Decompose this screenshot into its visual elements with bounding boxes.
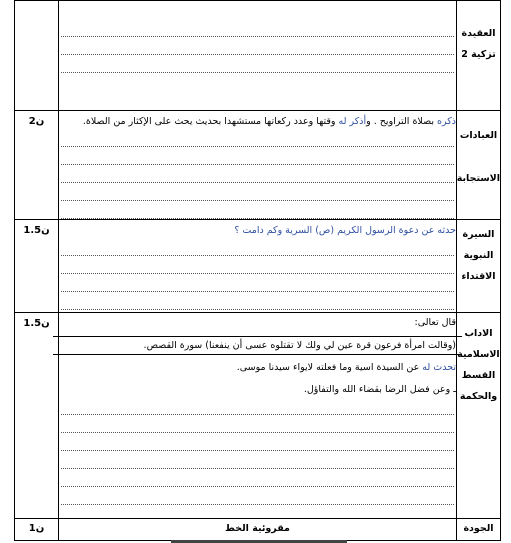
question-verb: ذكره — [437, 116, 456, 127]
answer-line — [61, 274, 454, 292]
subject-cell — [457, 111, 501, 220]
subject-label: والحكمة — [459, 391, 498, 402]
answer-line — [61, 433, 454, 451]
question-verb: أذكر له — [338, 116, 367, 127]
answer-line — [61, 292, 454, 310]
answer-line — [61, 238, 454, 256]
exam-table — [14, 0, 501, 541]
score-cell — [15, 111, 59, 220]
criterion-label: مقروئية الخط — [225, 523, 290, 534]
answer-line — [61, 129, 454, 147]
subject-label: النبوية — [463, 250, 494, 261]
subject-label: الاسلامية — [457, 349, 500, 360]
question-text — [59, 361, 456, 375]
question-text — [59, 224, 456, 238]
subject-cell — [457, 220, 501, 313]
subject-cell — [457, 1, 501, 111]
question-text: ـ وعن فضل الرضا بقضاء الله والتفاؤل. — [303, 384, 456, 395]
row-sira — [15, 220, 501, 313]
answer-area — [59, 519, 457, 541]
answer-line — [61, 183, 454, 201]
subject-cell — [457, 519, 501, 541]
score-value: 2ن — [28, 116, 45, 127]
answer-area — [59, 1, 457, 111]
row-ibadat — [15, 111, 501, 220]
answer-line — [61, 55, 454, 73]
answer-line — [61, 165, 454, 183]
answer-area — [59, 111, 457, 220]
score-cell — [15, 519, 59, 541]
score-cell — [15, 313, 59, 519]
score-cell — [15, 1, 59, 111]
quran-quote: (وقالت امرأة فرعون قرة عين لي ولك لا تقتلوه عسى أن ينفعنا) سورة القصص. — [53, 336, 462, 355]
question-segment: عن السيدة اسية وما فعلته لايواء سيدنا موسى. — [236, 362, 423, 373]
answer-line — [61, 19, 454, 37]
subject-label: القسط — [461, 370, 496, 381]
question-intro: قال تعالى: — [414, 317, 456, 328]
question-segment: حدثه عن دعوة الرسول الكريم (ص) السرية وكم دامت ؟ — [234, 225, 456, 236]
subject-label: العقيدة — [461, 28, 496, 39]
exam-sheet — [14, 0, 500, 543]
subject-label: الاقتداء — [461, 271, 496, 282]
answer-line — [61, 201, 454, 219]
subject-label: الجودة — [463, 523, 494, 534]
answer-line — [61, 469, 454, 487]
subject-label: العبادات — [459, 130, 498, 141]
row-quality — [15, 519, 501, 541]
score-value: 1.5ن — [23, 225, 50, 236]
question-segment: وقتها وعدد ركعاتها مستشهدا بحديث يحث على الإكثار من الصلاة. — [82, 116, 339, 127]
answer-line — [61, 37, 454, 55]
question-text — [59, 115, 456, 129]
score-value: 1ن — [28, 523, 45, 534]
answer-line — [61, 415, 454, 433]
answer-line — [61, 451, 454, 469]
subject-label: الاداب — [464, 328, 493, 339]
subject-cell — [457, 313, 501, 519]
subject-label: السيرة — [462, 229, 495, 240]
answer-line — [61, 487, 454, 505]
question-segment: بصلاة التراويح . و — [366, 116, 438, 127]
subject-label: تزكية 2 — [461, 49, 496, 60]
answer-line — [61, 397, 454, 415]
score-cell — [15, 220, 59, 313]
answer-line — [61, 256, 454, 274]
subject-label: الاستجابة — [456, 173, 500, 184]
answer-area — [59, 313, 457, 519]
row-adab — [15, 313, 501, 519]
answer-area — [59, 220, 457, 313]
score-value: 1.5ن — [23, 318, 50, 329]
row-aqida — [15, 1, 501, 111]
answer-line — [61, 147, 454, 165]
question-verb: تحدث له — [422, 362, 456, 373]
